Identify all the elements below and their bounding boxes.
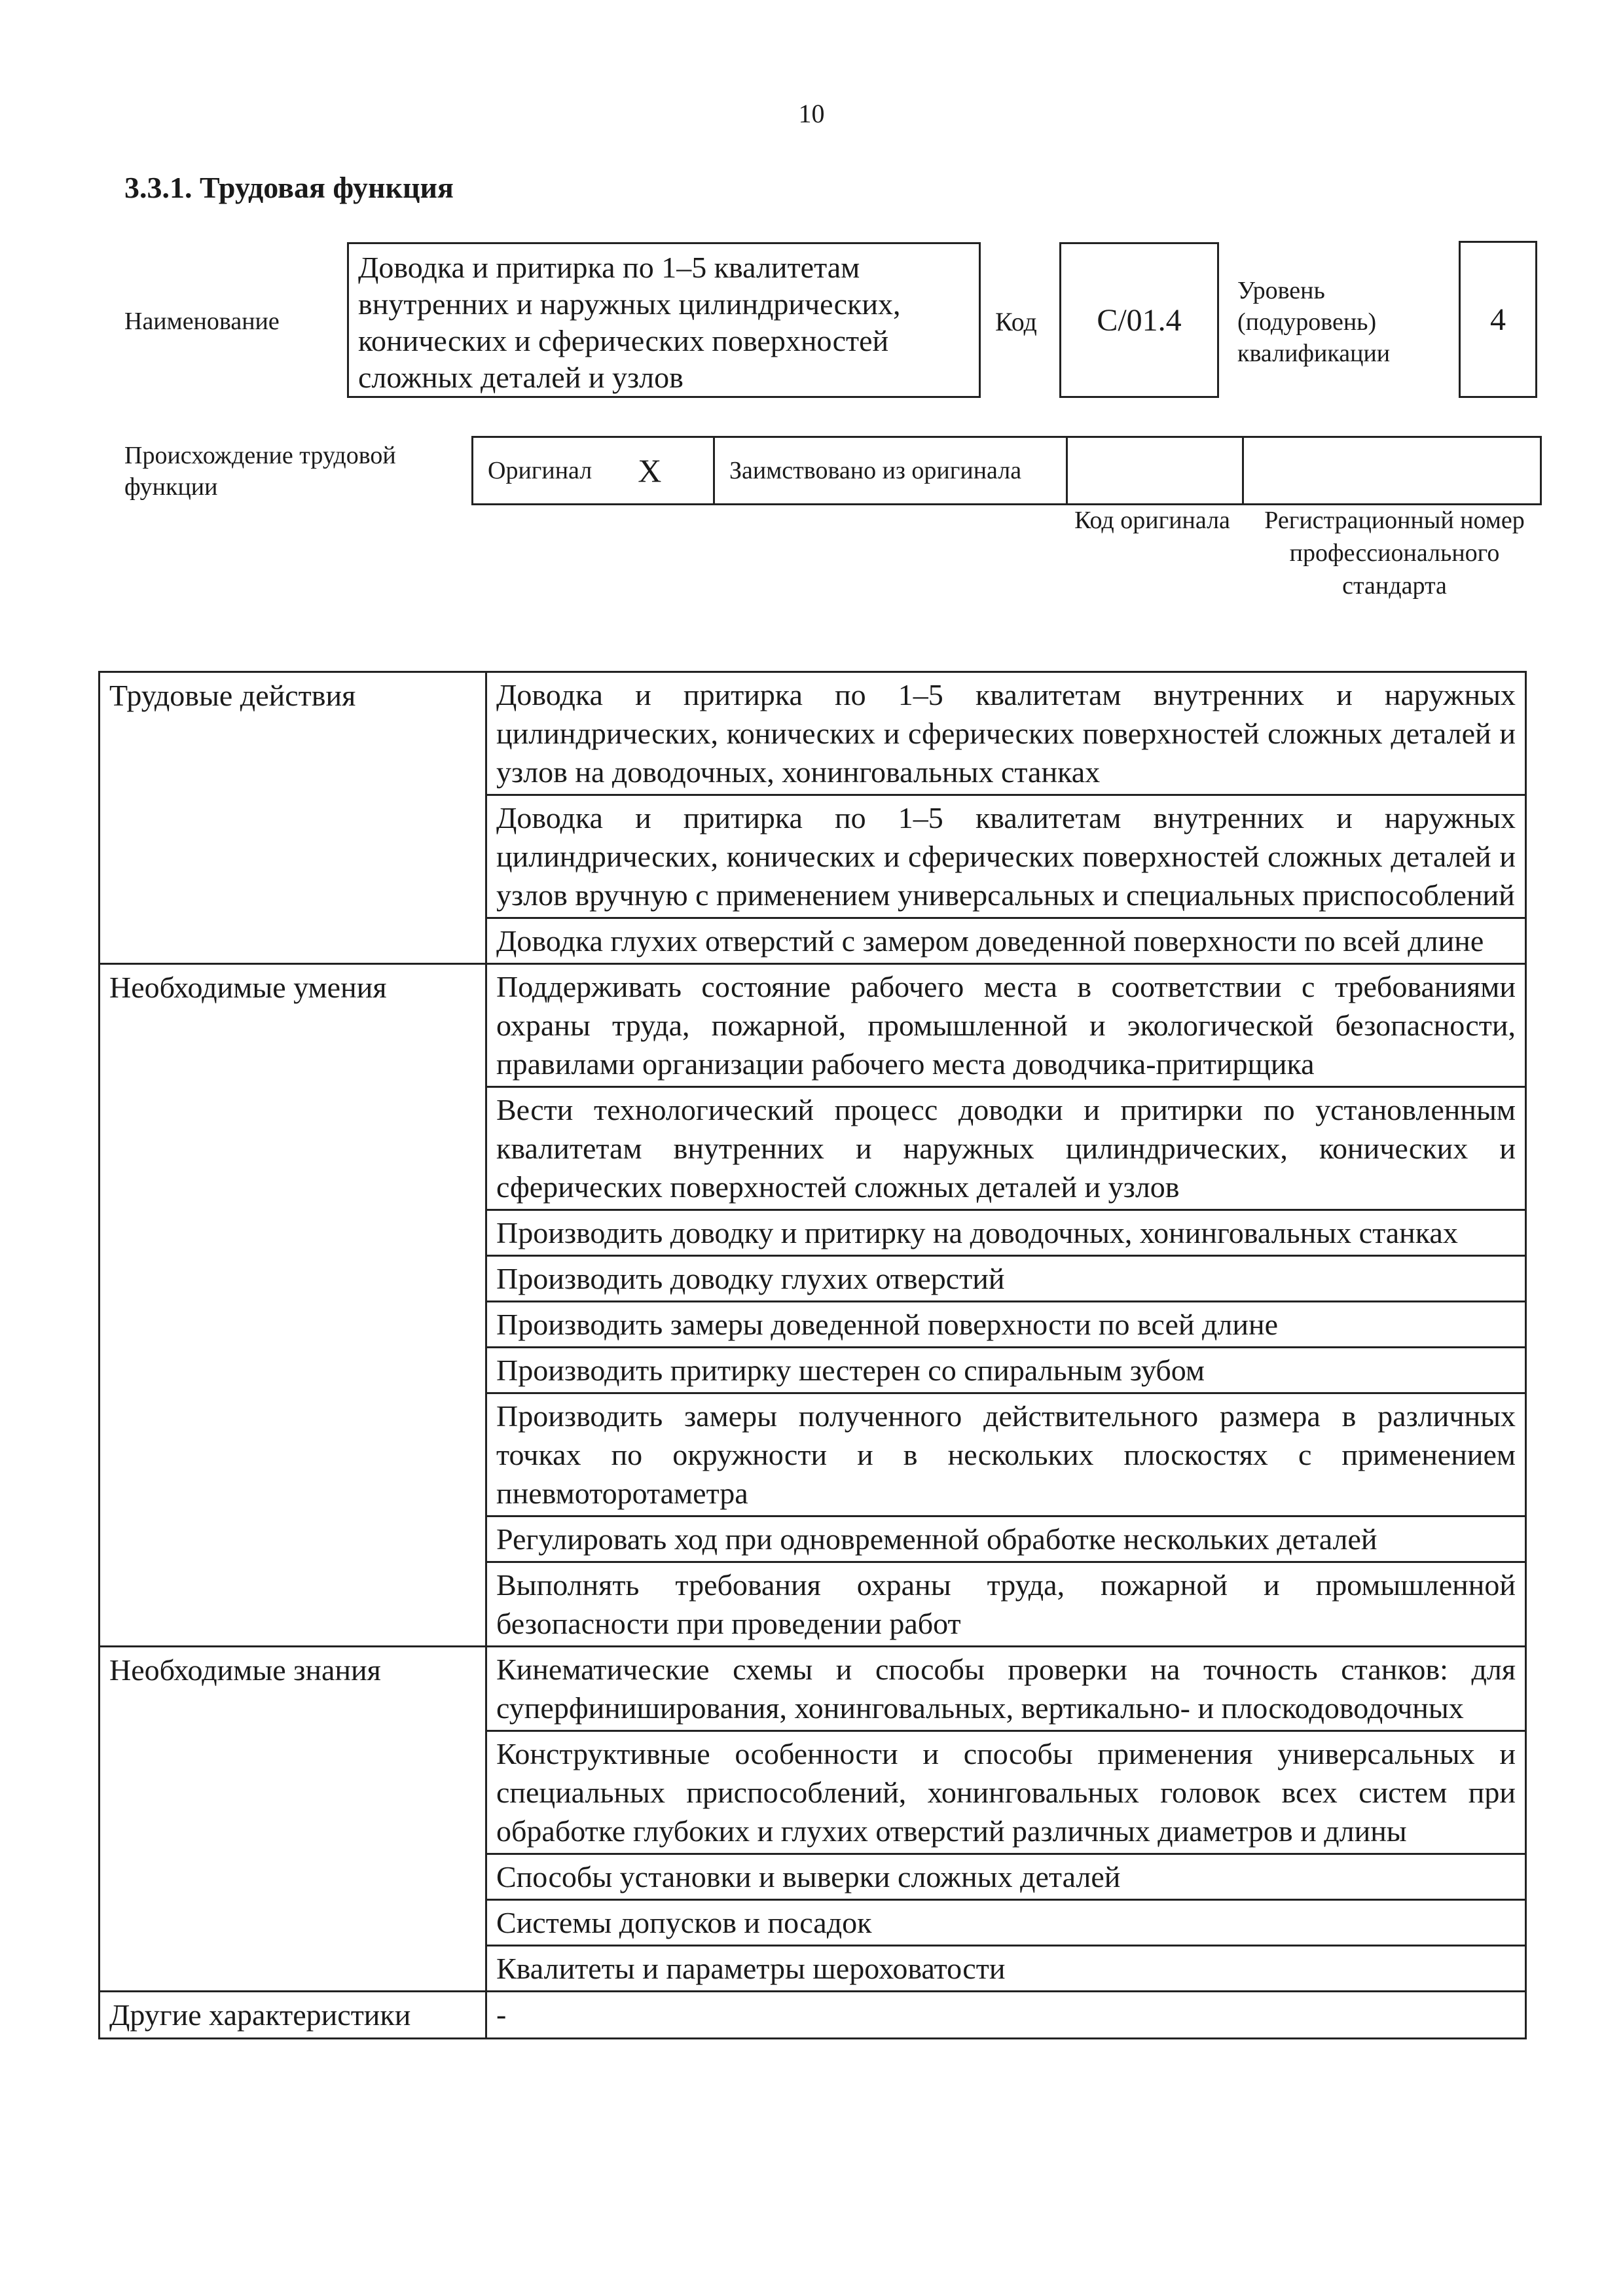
borrowed-cell [713, 436, 1068, 505]
section-title: 3.3.1. Трудовая функция [124, 171, 454, 204]
item-cell: Системы допусков и посадок [486, 1900, 1526, 1946]
function-name-box: Доводка и притирка по 1–5 квалитетам внутренних и наружных цилиндрических, конических и сферических поверхностей сложных деталей и узлов [347, 242, 981, 398]
item-cell: Квалитеты и параметры шероховатости [486, 1946, 1526, 1992]
item-cell: Доводка глухих отверстий с замером доведенной поверхности по всей длине [486, 918, 1526, 964]
origin-label: Происхождение трудовой функции [124, 442, 396, 501]
reg-number-caption: Регистрационный номер профессионального стандарта [1264, 507, 1525, 600]
category-cell: Необходимые умения [100, 964, 486, 1647]
table-row [100, 964, 1526, 1087]
item-cell: Производить доводку и притирку на доводочных, хонинговальных станках [486, 1210, 1526, 1256]
item-cell: Доводка и притирка по 1–5 квалитетам внутренних и наружных цилиндрических, конических и сферических поверхностей сложных деталей и узлов на доводочных, хонинговальных станках [486, 672, 1526, 795]
table-row [100, 672, 1526, 795]
item-cell: Регулировать ход при одновременной обработке нескольких деталей [486, 1516, 1526, 1562]
original-code-cell [1066, 436, 1244, 505]
table-row [100, 1992, 1526, 2039]
item-cell: Поддерживать состояние рабочего места в соответствии с требованиями охраны труда, пожарной, промышленной и экологической безопасности, правилами организации рабочего места доводчика-притирщика [486, 964, 1526, 1087]
item-cell: Выполнять требования охраны труда, пожарной и промышленной безопасности при проведении работ [486, 1562, 1526, 1647]
category-cell: Трудовые действия [100, 672, 486, 964]
code-value-box: C/01.4 [1059, 242, 1219, 398]
origin-row [471, 436, 1544, 505]
borrowed-label: Заимствовано из оригинала [729, 457, 1022, 484]
original-cell [471, 436, 715, 505]
category-cell: Другие характеристики [100, 1992, 486, 2039]
code-original-caption: Код оригинала [1074, 507, 1230, 534]
function-details-table [98, 671, 1527, 2039]
item-cell: Доводка и притирка по 1–5 квалитетам внутренних и наружных цилиндрических, конических и сферических поверхностей сложных деталей и узлов вручную с применением универсальных и специальных приспособлений [486, 795, 1526, 918]
table-row [100, 1647, 1526, 1731]
category-cell: Необходимые знания [100, 1647, 486, 1992]
item-cell: Способы установки и выверки сложных деталей [486, 1854, 1526, 1900]
item-cell: Производить замеры доведенной поверхности по всей длине [486, 1302, 1526, 1348]
item-cell: Вести технологический процесс доводки и притирки по установленным квалитетам внутренних и наружных цилиндрических, конических и сферических поверхностей сложных деталей и узлов [486, 1087, 1526, 1210]
level-value-box: 4 [1459, 241, 1537, 398]
original-label: Оригинал [488, 457, 593, 484]
item-cell: Производить замеры полученного действительного размера в различных точках по окружности и в нескольких плоскостях с применением пневмоторотаметра [486, 1393, 1526, 1516]
item-cell: Производить притирку шестерен со спиральным зубом [486, 1348, 1526, 1393]
item-cell: Кинематические схемы и способы проверки на точность станков: для суперфиниширования, хонинговальных, вертикально- и плоскодоводочных [486, 1647, 1526, 1731]
item-cell: Конструктивные особенности и способы применения универсальных и специальных приспособлений, хонинговальных головок всех систем при обработке глубоких и глухих отверстий различных диаметров и длины [486, 1731, 1526, 1854]
code-label: Код [995, 307, 1037, 336]
name-label: Наименование [124, 308, 280, 335]
original-x-mark: X [638, 452, 662, 489]
reg-number-cell [1242, 436, 1542, 505]
level-label: Уровень (подуровень) квалификации [1237, 277, 1391, 367]
page-number: 10 [798, 99, 825, 128]
item-cell: - [486, 1992, 1526, 2039]
item-cell: Производить доводку глухих отверстий [486, 1256, 1526, 1302]
